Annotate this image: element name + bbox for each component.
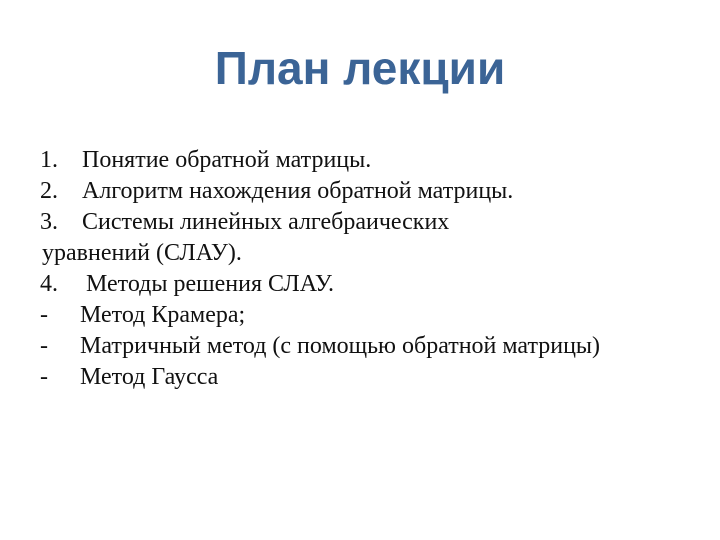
list-marker: - bbox=[40, 333, 48, 359]
list-item-continuation bbox=[40, 238, 710, 269]
list-item-text: Матричный метод (с помощью обратной матрицы) bbox=[80, 333, 601, 359]
list-marker: 1. bbox=[40, 147, 58, 173]
list-item-text: Системы линейных алгебраических bbox=[82, 209, 450, 235]
list-marker: 4. bbox=[40, 271, 58, 297]
list-item bbox=[40, 362, 710, 393]
list-item-text: Метод Гаусса bbox=[80, 364, 219, 390]
list-item-text: Понятие обратной матрицы. bbox=[82, 147, 372, 173]
list-marker: - bbox=[40, 302, 48, 328]
list-item-continuation-text: уравнений (СЛАУ). bbox=[42, 240, 242, 266]
lecture-plan-list bbox=[40, 145, 710, 393]
list-item-text: Алгоритм нахождения обратной матрицы. bbox=[82, 178, 514, 204]
list-item bbox=[40, 300, 710, 331]
list-item bbox=[40, 176, 710, 207]
list-item bbox=[40, 145, 710, 176]
slide-title: План лекции bbox=[214, 42, 506, 94]
list-item-text: Метод Крамера; bbox=[80, 302, 246, 328]
list-item bbox=[40, 331, 710, 362]
list-item bbox=[40, 207, 710, 238]
list-marker: - bbox=[40, 364, 48, 390]
list-marker: 2. bbox=[40, 178, 58, 204]
list-marker: 3. bbox=[40, 209, 58, 235]
list-item-text: Методы решения СЛАУ. bbox=[86, 271, 334, 297]
list-item bbox=[40, 269, 710, 300]
